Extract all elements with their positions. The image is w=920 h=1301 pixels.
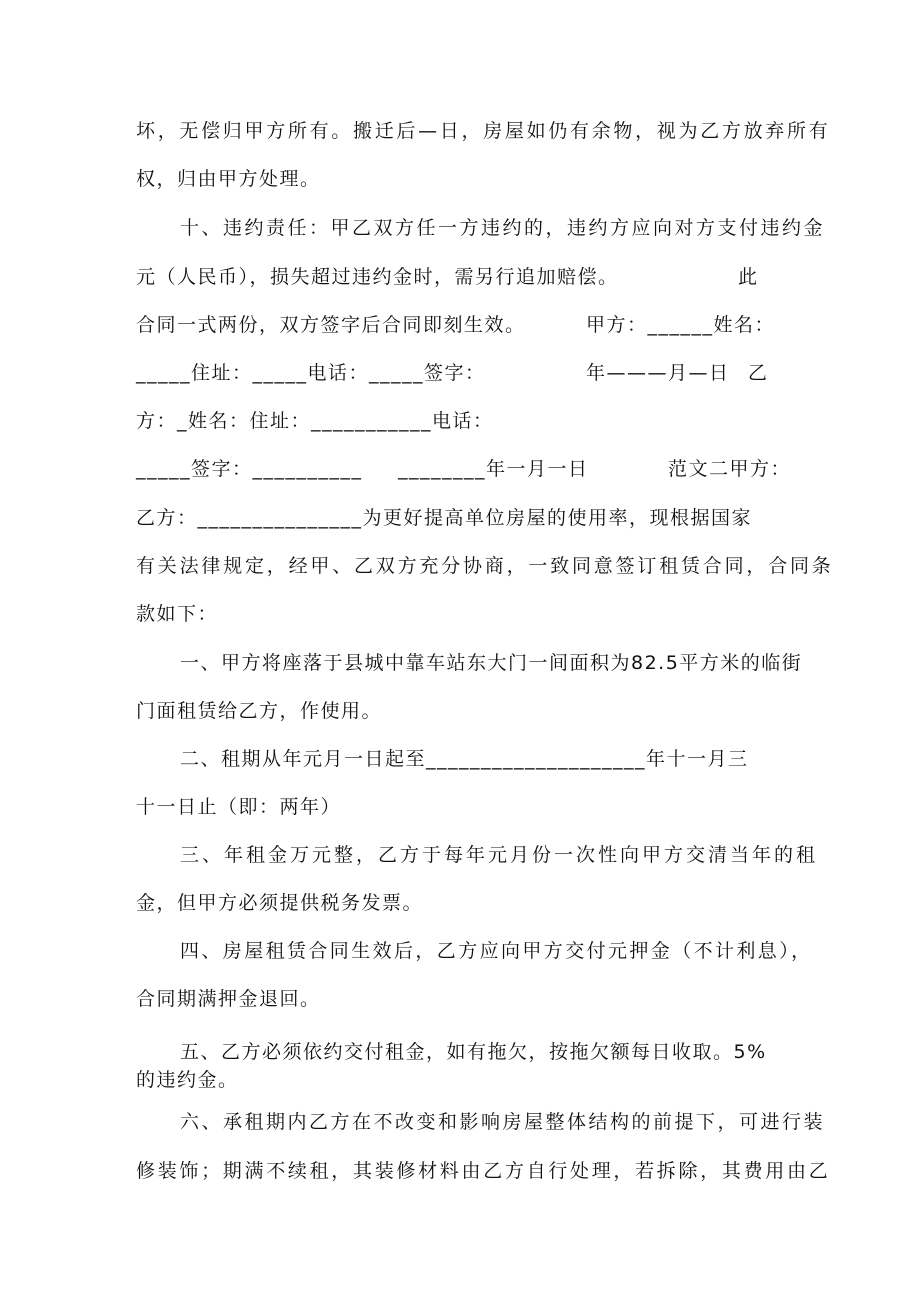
text-line: 的违约金。 — [136, 1069, 239, 1091]
text-line: 合同一式两份，双方签字后合同即刻生效。 — [136, 314, 526, 336]
text-line: ________年一月一日 — [398, 458, 589, 480]
text-line: 此 — [738, 266, 759, 288]
text-line: 二、租期从年元月一日起至____________________年十一月三 — [180, 748, 749, 770]
text-line: 乙方：_______________为更好提高单位房屋的使用率，现根据国家 — [136, 507, 753, 529]
text-line: 范文二甲方： — [668, 458, 792, 480]
text-line: 十、违约责任：甲乙双方任一方违约的，违约方应向对方支付违约金 — [180, 217, 826, 239]
text-line: 三、年租金万元整，乙方于每年元月份一次性向甲方交清当年的租 — [180, 844, 819, 866]
text-line: 金，但甲方必须提供税务发票。 — [136, 892, 424, 914]
text-line: 修装饰；期满不续租，其装修材料由乙方自行处理，若拆除，其费用由乙 — [136, 1160, 831, 1182]
text-line: 乙 — [748, 362, 769, 384]
text-line: 一、甲方将座落于县城中靠车站东大门一间面积为82.5平方米的临街 — [180, 652, 803, 674]
text-line: 权，归由甲方处理。 — [136, 168, 321, 190]
text-line: 元（人民币），损失超过违约金时，需另行追加赔偿。 — [136, 266, 619, 288]
text-line: 方：_姓名：住址：___________电话： — [136, 410, 494, 432]
text-line: 合同期满押金退回。 — [136, 988, 321, 1010]
text-line: 五、乙方必须依约交付租金，如有拖欠，按拖欠额每日收取。5% — [180, 1041, 767, 1063]
text-line: 款如下： — [136, 603, 219, 625]
text-line: 有关法律规定，经甲、乙双方充分协商，一致同意签订租赁合同，合同条 — [136, 555, 834, 577]
text-line: 十一日止（即：两年） — [136, 796, 342, 818]
text-line: 门面租赁给乙方，作使用。 — [136, 700, 383, 722]
text-line: 四、房屋租赁合同生效后，乙方应向甲方交付元押金（不计利息）， — [180, 940, 813, 962]
text-line: 年———月—日 — [586, 362, 730, 384]
text-line: _____签字：__________ — [136, 458, 363, 480]
text-line: 坏，无偿归甲方所有。搬迁后—日，房屋如仍有余物，视为乙方放弃所有 — [136, 120, 831, 142]
text-line: _____住址：_____电话：_____签字： — [136, 362, 486, 384]
text-line: 甲方：______姓名： — [586, 314, 776, 336]
text-line: 六、承租期内乙方在不改变和影响房屋整体结构的前提下，可进行装 — [180, 1111, 826, 1133]
